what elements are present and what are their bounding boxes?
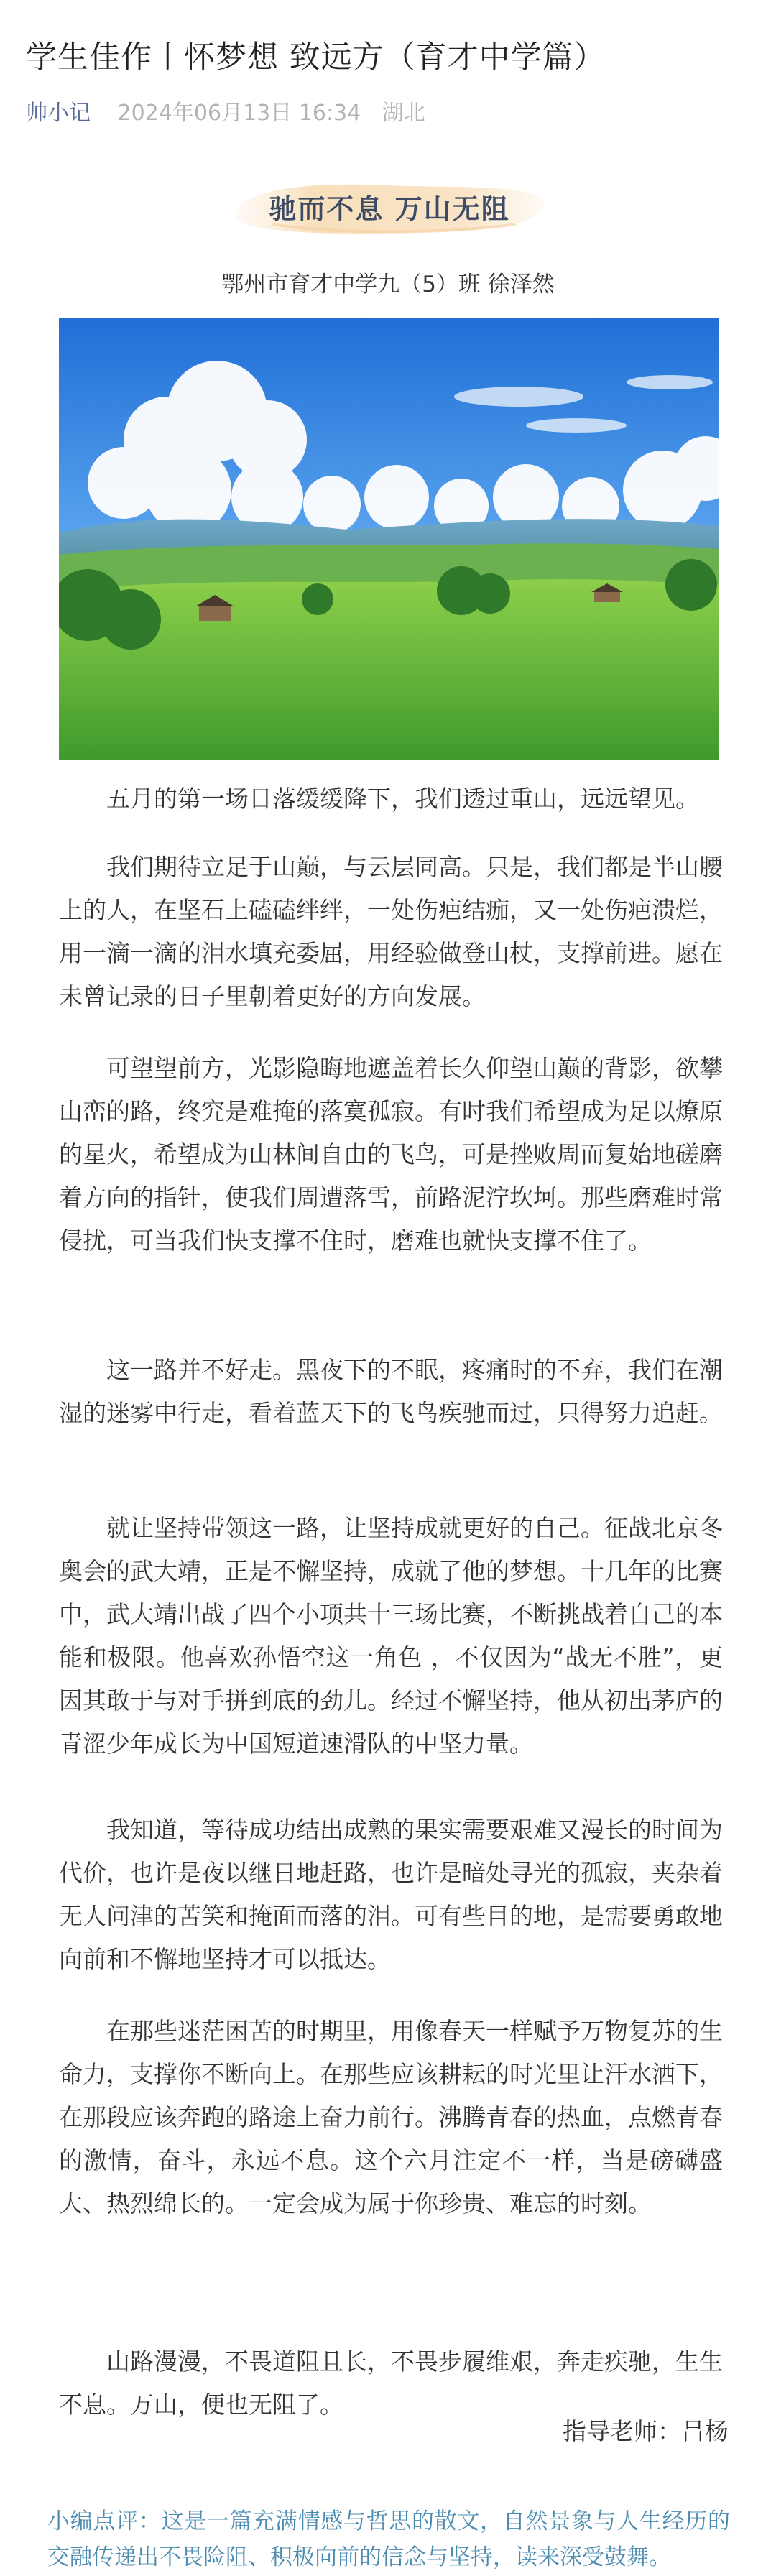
publish-date: 2024年06月13日 16:34 — [117, 101, 361, 126]
paragraph-4: 这一路并不好走。黑夜下的不眠，疼痛时的不弃，我们在潮湿的迷雾中行走，看着蓝天下的飞鸟疾驰而过，只得努力追赶。 — [59, 1356, 723, 1427]
paragraph-2: 我们期待立足于山巅，与云层同高。只是，我们都是半山腰上的人，在坚石上磕磕绊绊，一处伤疤结痂，又一处伤疤溃烂，用一滴一滴的泪水填充委屈，用经验做登山杖，支撑前进。愿在未曾记录的日子里朝着更好的方向发展。 — [59, 853, 723, 1010]
paragraph-1: 五月的第一场日落缓缓降下，我们透过重山，远远望见。 — [106, 785, 699, 813]
instructor-credit: 指导老师：吕杨 — [563, 2417, 729, 2445]
paragraph-6: 我知道，等待成功结出成熟的果实需要艰难又漫长的时间为代价，也许是夜以继日地赶路，也许是暗处寻光的孤寂，夹杂着无人问津的苦笑和掩面而落的泪。可有些目的地，是需要勇敢地向前和不懈地坚持才可以抵达。 — [59, 1816, 723, 1973]
author-link[interactable]: 帅小记 — [26, 101, 91, 126]
author-byline: 鄂州市育才中学九（5）班 徐泽然 — [221, 272, 555, 297]
article-meta — [26, 95, 425, 126]
editor-review: 小编点评：这是一篇充满情感与哲思的散文，自然景象与人生经历的交融传递出不畏险阻、积极向前的信念与坚持，读来深受鼓舞。 — [47, 2508, 730, 2570]
article-title: 学生佳作丨怀梦想 致远方（育才中学篇） — [26, 40, 606, 75]
landscape-illustration — [59, 318, 719, 760]
paragraph-7: 在那些迷茫困苦的时期里，用像春天一样赋予万物复苏的生命力，支撑你不断向上。在那些应该耕耘的时光里让汗水洒下，在那段应该奔跑的路途上奋力前行。沸腾青春的热血，点燃青春的激情，奋斗，永远不息。这个六月注定不一样，当是磅礴盛大、热烈绵长的。一定会成为属于你珍贵、难忘的时刻。 — [59, 2017, 723, 2217]
publish-location: 湖北 — [382, 101, 425, 126]
paragraph-3: 可望望前方，光影隐晦地遮盖着长久仰望山巅的背影，欲攀山峦的路，终究是难掩的落寞孤寂。有时我们希望成为足以燎原的星火，希望成为山林间自由的飞鸟，可是挫败周而复始地磋磨着方向的指针，使我们周遭落雪，前路泥泞坎坷。那些磨难时常侵扰，可当我们快支撑不住时，磨难也就快支撑不住了。 — [59, 1054, 723, 1255]
essay-heading-banner — [228, 174, 550, 243]
essay-heading: 驰而不息 万山无阻 — [269, 193, 510, 225]
paragraph-5: 就让坚持带领这一路，让坚持成就更好的自己。征战北京冬奥会的武大靖，正是不懈坚持，成就了他的梦想。十几年的比赛中，武大靖出战了四个小项共十三场比赛，不断挑战着自己的本能和极限。他喜欢孙悟空这一角色 ，不仅因为“战无不胜”，更因其敢于与对手拼到底的劲儿。经过不懈坚持，他从初出茅庐的青涩少年成长为中国短道速滑队的中坚力量。 — [59, 1514, 723, 1758]
paragraph-8: 山路漫漫，不畏道阻且长，不畏步履维艰，奔走疾驰，生生不息。万山，便也无阻了。 — [59, 2348, 723, 2419]
